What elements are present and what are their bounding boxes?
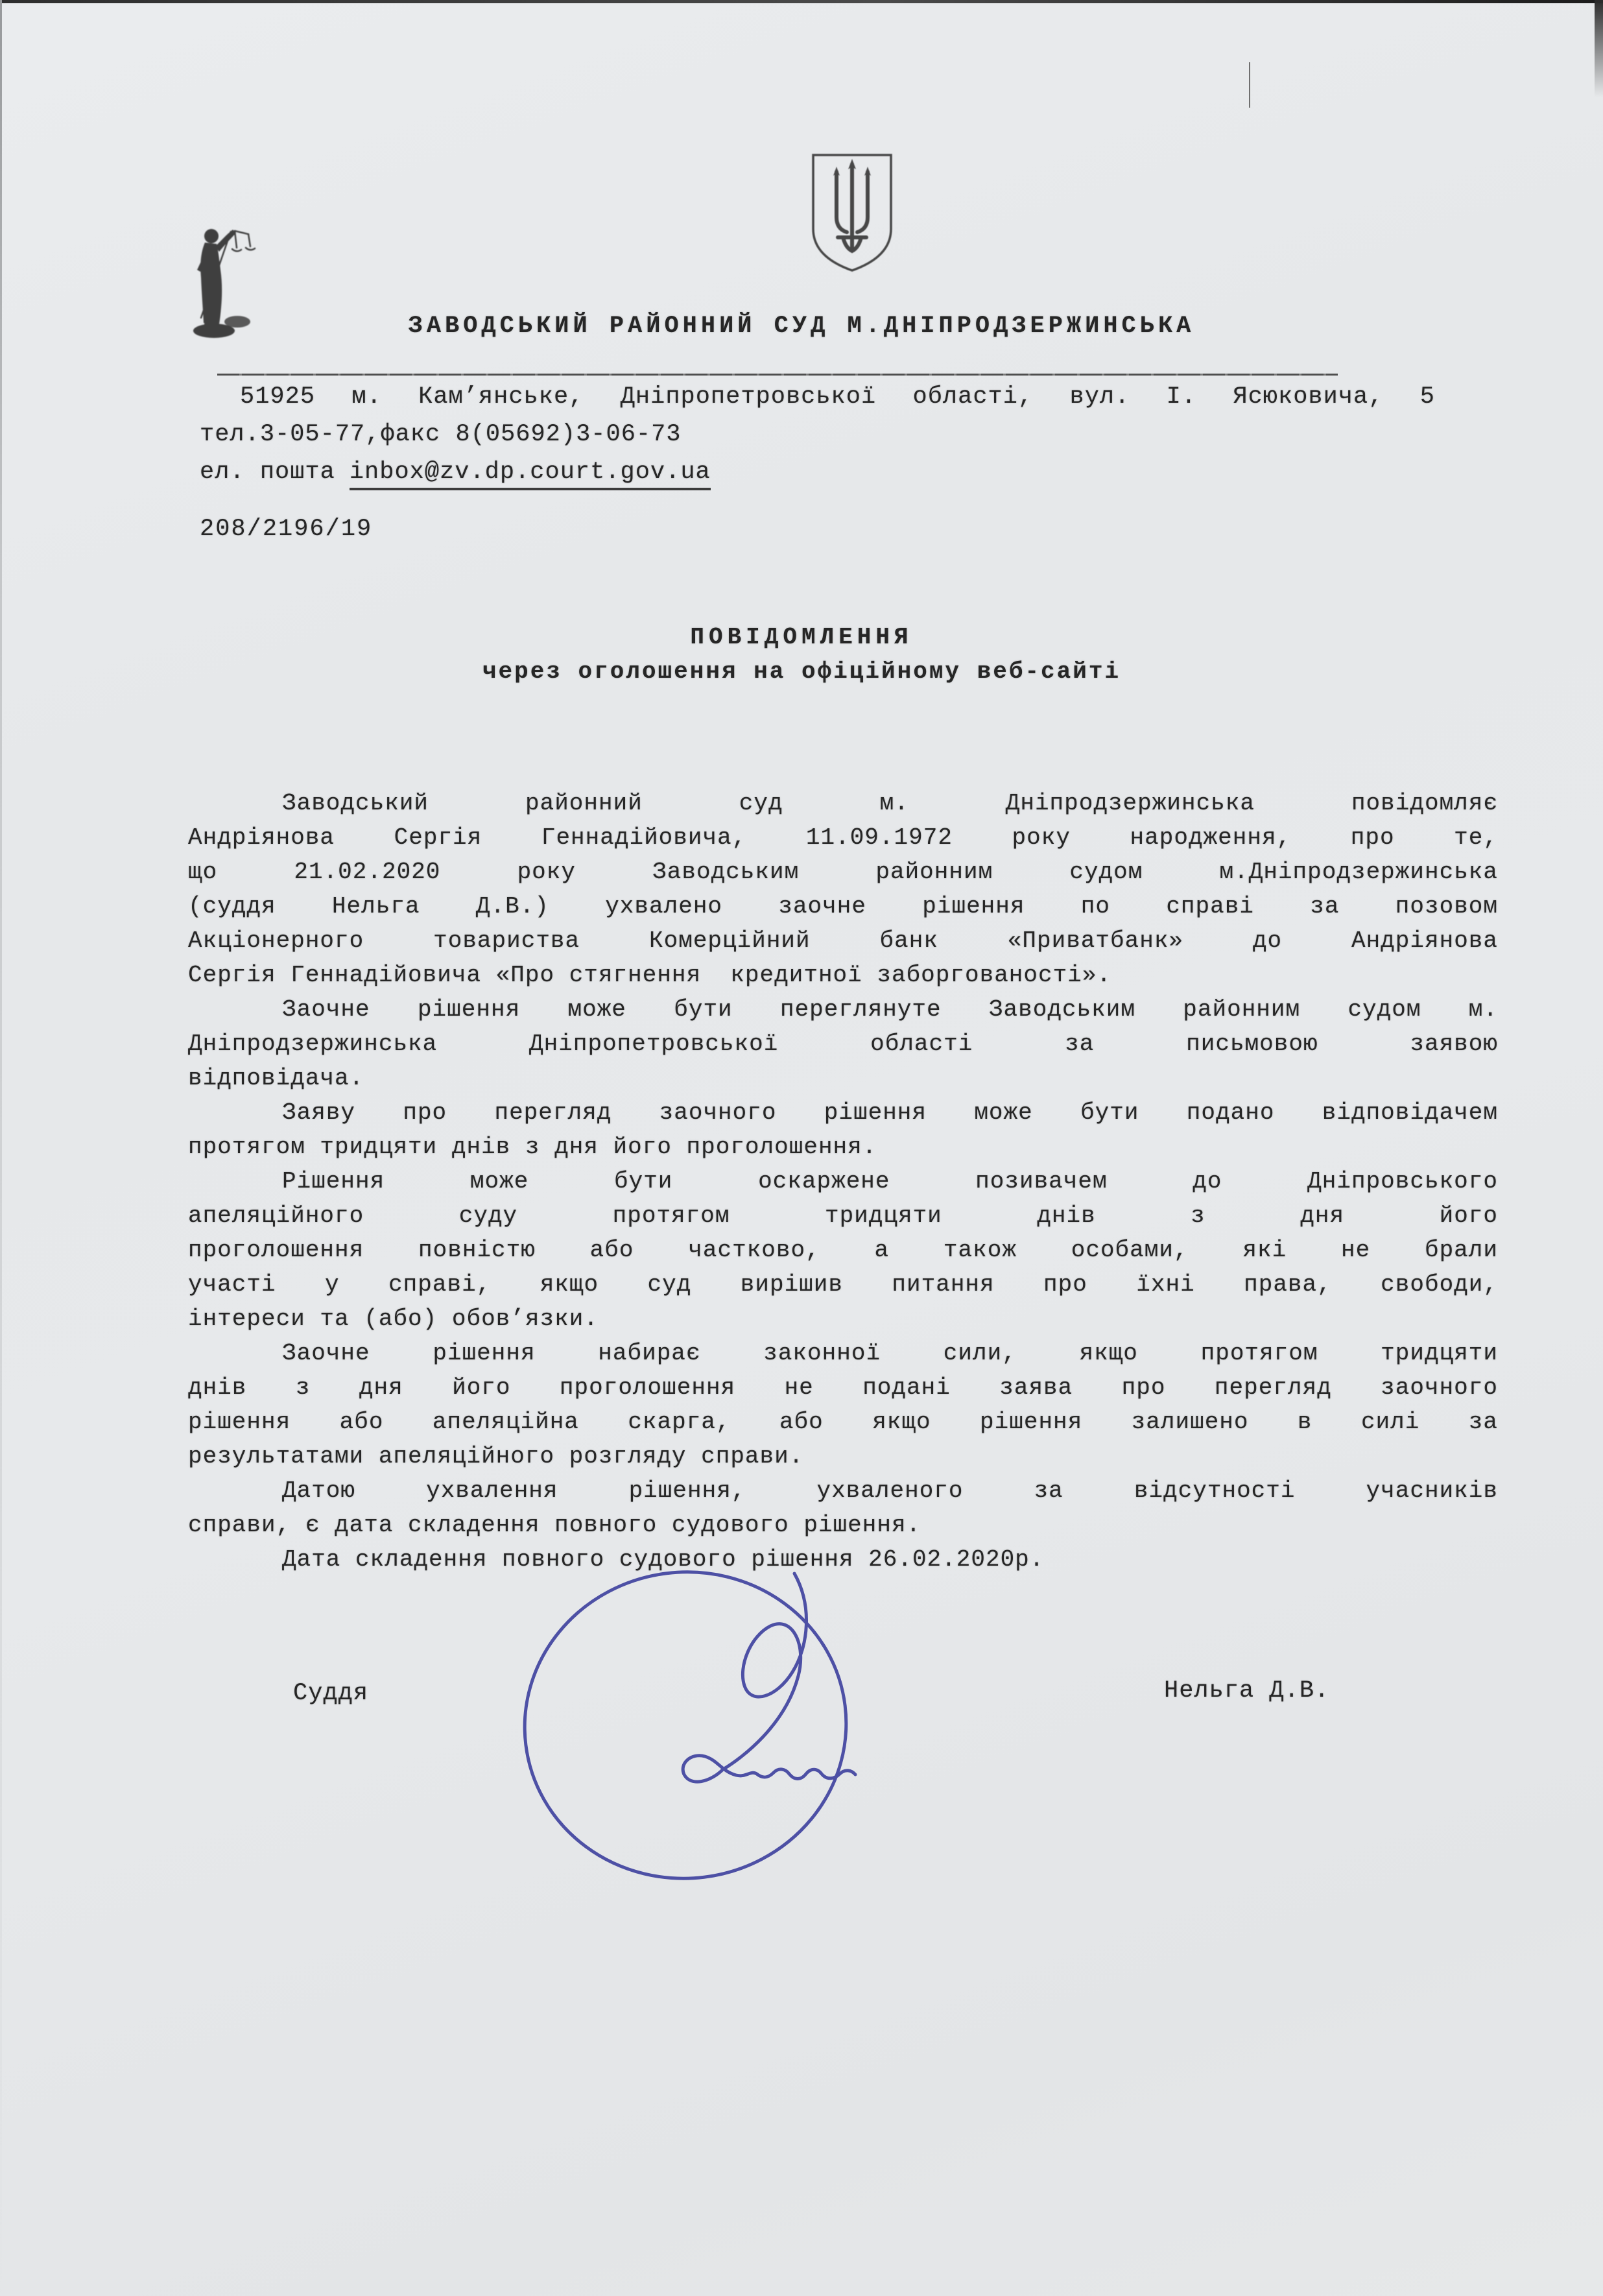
- paragraph-line: проголошення повністю або частково, а також особами, які не брали: [188, 1237, 1498, 1263]
- paragraph-line: апеляційного суду протягом тридцяти днів з дня його: [188, 1202, 1498, 1229]
- court-name-heading: ЗАВОДСЬКИЙ РАЙОННИЙ СУД М.ДНІПРОДЗЕРЖИНСЬКА: [408, 313, 1195, 340]
- scan-corner-artifact: [1595, 0, 1603, 97]
- paragraph-line: що 21.02.2020 року Заводським районним судом м.Дніпродзержинська: [188, 859, 1498, 885]
- paragraph-line: (суддя Нельга Д.В.) ухвалено заочне рішення по справі за позовом: [188, 893, 1498, 920]
- court-address: 51925 м. Кам’янське, Дніпропетровської області, вул. І. Ясюковича, 5: [240, 383, 1435, 411]
- court-email-address: inbox@zv.dp.court.gov.ua: [350, 459, 711, 490]
- document-subtitle: через оголошення на офіційному веб-сайті: [482, 658, 1121, 685]
- paragraph-line: Заяву про перегляд заочного рішення може бути подано відповідачем: [282, 1099, 1498, 1126]
- paragraph-line: Датою ухвалення рішення, ухваленого за відсутності учасників: [282, 1477, 1498, 1504]
- paragraph-line: участі у справі, якщо суд вирішив питання про їхні права, свободи,: [188, 1271, 1498, 1298]
- paragraph-line: Дата складення повного судового рішення 26.02.2020р.: [282, 1546, 1045, 1573]
- paragraph-line: інтереси та (або) обов’язки.: [188, 1306, 599, 1332]
- scan-left-edge-artifact: [0, 0, 2, 2296]
- paragraph-line: Андріянова Сергія Геннадійовича, 11.09.1972 року народження, про те,: [188, 824, 1498, 851]
- judge-name: Нельга Д.В.: [1164, 1677, 1330, 1704]
- paragraph-line: результатами апеляційного розгляду справи.: [188, 1443, 804, 1470]
- case-number: 208/2196/19: [200, 516, 373, 543]
- paragraph-line: справи, є дата складення повного судового рішення.: [188, 1512, 921, 1538]
- document-body: [188, 786, 1498, 1577]
- paragraph: [188, 786, 1498, 992]
- letterhead-divider-line: [217, 374, 1338, 376]
- paragraph-line: протягом тридцяти днів з дня його проголошення.: [188, 1134, 877, 1160]
- court-phone-fax: тел.3-05-77,факс 8(05692)3-06-73: [200, 421, 682, 448]
- paragraph-line: Заводський районний суд м. Дніпродзержинська повідомляє: [282, 790, 1498, 817]
- paragraph: [188, 1474, 1498, 1542]
- paragraph-line: Заочне рішення набирає законної сили, якщо протягом тридцяти: [282, 1340, 1498, 1367]
- paragraph-line: Сергія Геннадійовича «Про стягнення кредитної заборгованості».: [188, 962, 1112, 988]
- court-email-line: [200, 459, 711, 486]
- paragraph: [188, 992, 1498, 1095]
- signature-role-label: Суддя: [293, 1680, 369, 1707]
- paragraph-line: Дніпродзержинська Дніпропетровської області за письмовою заявою: [188, 1031, 1498, 1057]
- paragraph-line: днів з дня його проголошення не подані заява про перегляд заочного: [188, 1374, 1498, 1401]
- paragraph: [188, 1336, 1498, 1474]
- paragraph-line: Рішення може бути оскаржене позивачем до Дніпровського: [282, 1168, 1498, 1195]
- email-label: ел. пошта: [200, 459, 335, 486]
- paragraph-line: Акціонерного товариства Комерційний банк «Приватбанк» до Андріянова: [188, 927, 1498, 954]
- paragraph-line: рішення або апеляційна скарга, або якщо рішення залишено в силі за: [188, 1409, 1498, 1435]
- scan-top-edge-artifact: [0, 0, 1603, 3]
- paragraph: [188, 1095, 1498, 1164]
- handwritten-signature-icon: [516, 1562, 879, 1886]
- paragraph: [188, 1164, 1498, 1336]
- paragraph-line: Заочне рішення може бути переглянуте Заводським районним судом м.: [282, 996, 1498, 1023]
- ukraine-trident-emblem-icon: [809, 152, 895, 273]
- document-title: ПОВІДОМЛЕННЯ: [690, 624, 913, 651]
- scan-hairline-artifact: [1249, 62, 1250, 108]
- paragraph-line: відповідача.: [188, 1065, 364, 1092]
